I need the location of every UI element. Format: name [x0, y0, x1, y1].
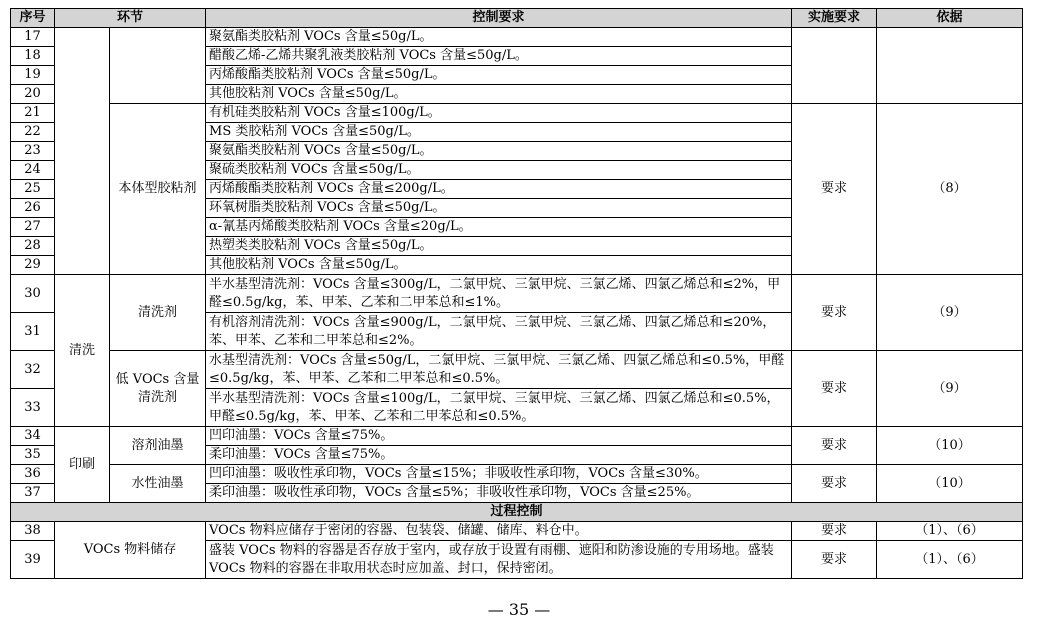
- requirement-text: 水基型清洗剂：VOCs 含量≤50g/L，二氯甲烷、三氯甲烷、三氯乙烯、四氯乙烯总和≤0.5%，甲醛≤0.5g/kg，苯、甲苯、乙苯和二甲苯总和≤0.5%。: [206, 351, 792, 389]
- requirement-text: 有机硅类胶粘剂 VOCs 含量≤100g/L。: [206, 104, 792, 123]
- requirement-text: 凹印油墨：吸收性承印物，VOCs 含量≤15%；非吸收性承印物，VOCs 含量≤30%。: [206, 465, 792, 484]
- row-number: 32: [11, 351, 55, 389]
- row-number: 24: [11, 161, 55, 180]
- requirement-text: 柔印油墨：吸收性承印物，VOCs 含量≤5%；非吸收性承印物，VOCs 含量≤25%。: [206, 484, 792, 503]
- group-bulk-adhesive: 本体型胶粘剂: [110, 104, 206, 275]
- row-number: 21: [11, 104, 55, 123]
- requirement-text: 聚氨酯类胶粘剂 VOCs 含量≤50g/L。: [206, 142, 792, 161]
- table-row: [11, 28, 1023, 47]
- row-number: 34: [11, 427, 55, 446]
- section-row: [11, 503, 1023, 522]
- row-number: 30: [11, 275, 55, 313]
- group-printing: 印刷: [55, 427, 110, 503]
- header-basis: 依据: [877, 9, 1023, 28]
- requirement-text: 环氧树脂类胶粘剂 VOCs 含量≤50g/L。: [206, 199, 792, 218]
- requirement-text: 丙烯酸酯类胶粘剂 VOCs 含量≤200g/L。: [206, 180, 792, 199]
- row-number: 28: [11, 237, 55, 256]
- row-number: 29: [11, 256, 55, 275]
- requirement-text: 柔印油墨：VOCs 含量≤75%。: [206, 446, 792, 465]
- basis-value: （1）、（6）: [877, 541, 1023, 579]
- row-number: 31: [11, 313, 55, 351]
- row-number: 18: [11, 47, 55, 66]
- row-number: 19: [11, 66, 55, 85]
- basis-value: （10）: [877, 465, 1023, 503]
- requirement-text: VOCs 物料应储存于密闭的容器、包装袋、储罐、储库、料仓中。: [206, 522, 792, 541]
- basis-value: （8）: [877, 104, 1023, 275]
- impl-value: 要求: [792, 351, 877, 427]
- impl-value: 要求: [792, 275, 877, 351]
- requirement-text: 盛装 VOCs 物料的容器是否存放于室内，或存放于设置有雨棚、遮阳和防渗设施的专用场地。盛装 VOCs 物料的容器在非取用状态时应加盖、封口，保持密闭。: [206, 541, 792, 579]
- stage-cell-empty: [55, 28, 110, 275]
- requirement-text: 聚硫类胶粘剂 VOCs 含量≤50g/L。: [206, 161, 792, 180]
- requirement-text: 聚氨酯类胶粘剂 VOCs 含量≤50g/L。: [206, 28, 792, 47]
- page-number: — 35 —: [487, 600, 551, 619]
- basis-value: （10）: [877, 427, 1023, 465]
- group-voc-storage: VOCs 物料储存: [55, 522, 206, 579]
- basis-value: （9）: [877, 275, 1023, 351]
- row-number: 37: [11, 484, 55, 503]
- row-number: 17: [11, 28, 55, 47]
- requirement-text: 热塑类类胶粘剂 VOCs 含量≤50g/L。: [206, 237, 792, 256]
- impl-value: 要求: [792, 104, 877, 275]
- requirement-text: 丙烯酸酯类胶粘剂 VOCs 含量≤50g/L。: [206, 66, 792, 85]
- requirement-text: 有机溶剂清洗剂：VOCs 含量≤900g/L，二氯甲烷、三氯甲烷、三氯乙烯、四氯乙烯总和≤20%，苯、甲苯、乙苯和二甲苯总和≤2%。: [206, 313, 792, 351]
- header-stage: 环节: [55, 9, 206, 28]
- group-cleaning-agent: 清洗剂: [110, 275, 206, 351]
- group-cleaning: 清洗: [55, 275, 110, 427]
- row-number: 33: [11, 389, 55, 427]
- section-title: 过程控制: [11, 503, 1023, 522]
- row-number: 22: [11, 123, 55, 142]
- requirement-text: 其他胶粘剂 VOCs 含量≤50g/L。: [206, 85, 792, 104]
- group-water-ink: 水性油墨: [110, 465, 206, 503]
- requirement-text: MS 类胶粘剂 VOCs 含量≤50g/L。: [206, 123, 792, 142]
- basis-value: （9）: [877, 351, 1023, 427]
- basis-value: （1）、（6）: [877, 522, 1023, 541]
- row-number: 35: [11, 446, 55, 465]
- basis-cell-empty: [877, 28, 1023, 104]
- impl-value: 要求: [792, 522, 877, 541]
- table-row: [11, 427, 1023, 446]
- row-number: 38: [11, 522, 55, 541]
- table-row: [11, 104, 1023, 123]
- requirement-text: 其他胶粘剂 VOCs 含量≤50g/L。: [206, 256, 792, 275]
- table-row: [11, 351, 1023, 389]
- row-number: 25: [11, 180, 55, 199]
- table-row: [11, 275, 1023, 313]
- group-solvent-ink: 溶剂油墨: [110, 427, 206, 465]
- row-number: 27: [11, 218, 55, 237]
- header-no: 序号: [11, 9, 55, 28]
- requirement-text: 半水基型清洗剂：VOCs 含量≤300g/L，二氯甲烷、三氯甲烷、三氯乙烯、四氯乙烯总和≤2%，甲醛≤0.5g/kg，苯、甲苯、乙苯和二甲苯总和≤1%。: [206, 275, 792, 313]
- table-row: [11, 465, 1023, 484]
- requirement-text: 凹印油墨：VOCs 含量≤75%。: [206, 427, 792, 446]
- header-requirement: 控制要求: [206, 9, 792, 28]
- impl-cell-empty: [792, 28, 877, 104]
- row-number: 23: [11, 142, 55, 161]
- subgroup-cell-empty: [110, 28, 206, 104]
- impl-value: 要求: [792, 465, 877, 503]
- row-number: 36: [11, 465, 55, 484]
- requirement-text: 半水基型清洗剂：VOCs 含量≤100g/L，二氯甲烷、三氯甲烷、三氯乙烯、四氯乙烯总和≤0.5%，甲醛≤0.5g/kg，苯、甲苯、乙苯和二甲苯总和≤0.5%。: [206, 389, 792, 427]
- row-number: 26: [11, 199, 55, 218]
- voc-control-table: [10, 8, 1023, 579]
- row-number: 39: [11, 541, 55, 579]
- table-row: [11, 522, 1023, 541]
- header-impl: 实施要求: [792, 9, 877, 28]
- group-low-voc-cleaning: 低 VOCs 含量清洗剂: [110, 351, 206, 427]
- header-row: [11, 9, 1023, 28]
- requirement-text: α-氰基丙烯酸类胶粘剂 VOCs 含量≤20g/L。: [206, 218, 792, 237]
- impl-value: 要求: [792, 541, 877, 579]
- impl-value: 要求: [792, 427, 877, 465]
- requirement-text: 醋酸乙烯-乙烯共聚乳液类胶粘剂 VOCs 含量≤50g/L。: [206, 47, 792, 66]
- row-number: 20: [11, 85, 55, 104]
